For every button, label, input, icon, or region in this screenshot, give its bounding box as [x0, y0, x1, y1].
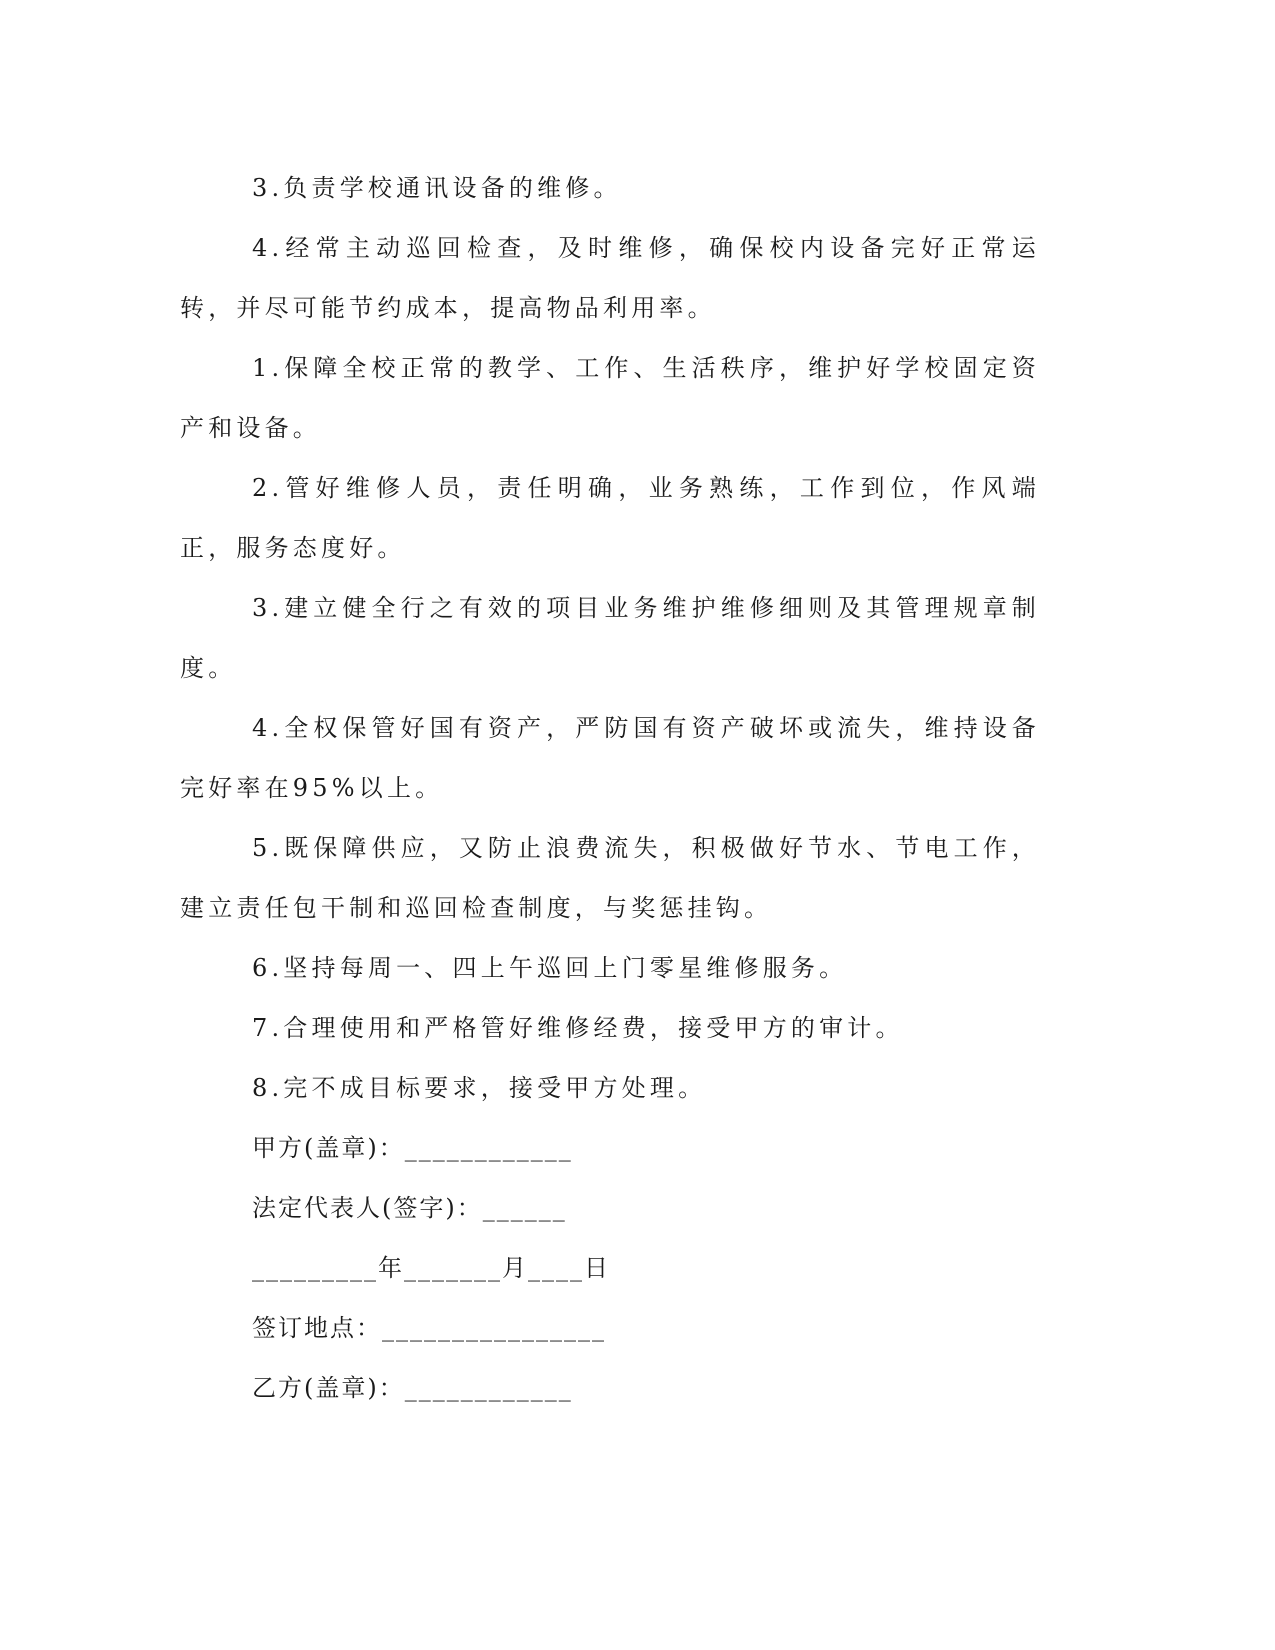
paragraph-item-1-order: 1.保障全校正常的教学、工作、生活秩序，维护好学校固定资产和设备。	[180, 354, 1040, 442]
date-line: _________年_______月____日	[252, 1254, 610, 1282]
paragraph-item-5-supply: 5.既保障供应，又防止浪费流失，积极做好节水、节电工作，建立责任包干制和巡回检查制度，与奖惩挂钩。	[180, 834, 1040, 922]
paragraph-item-6-service: 6.坚持每周一、四上午巡回上门零星维修服务。	[252, 954, 848, 982]
paragraph-item-4-assets: 4.全权保管好国有资产，严防国有资产破坏或流失，维持设备完好率在95%以上。	[180, 714, 1040, 802]
legal-representative-line: 法定代表人(签字)：______	[252, 1194, 567, 1222]
paragraph-item-8-penalty: 8.完不成目标要求，接受甲方处理。	[252, 1074, 707, 1102]
signature-block	[180, 1118, 1040, 1418]
paragraph-item-2-staff: 2.管好维修人员，责任明确，业务熟练，工作到位，作风端正，服务态度好。	[180, 474, 1040, 562]
party-a-seal-line: 甲方(盖章)：____________	[252, 1134, 573, 1162]
party-b-seal-line: 乙方(盖章)：____________	[252, 1374, 573, 1402]
document-body	[180, 158, 1040, 1418]
paragraph-item-3-rules: 3.建立健全行之有效的项目业务维护维修细则及其管理规章制度。	[180, 594, 1040, 682]
paragraph-item-7-funds: 7.合理使用和严格管好维修经费，接受甲方的审计。	[252, 1014, 904, 1042]
paragraph-item-4-inspection: 4.经常主动巡回检查，及时维修，确保校内设备完好正常运转，并尽可能节约成本，提高物品利用率。	[180, 234, 1040, 322]
paragraph-item-3-comm-repair: 3.负责学校通讯设备的维修。	[252, 174, 622, 202]
signing-place-line: 签订地点：________________	[252, 1314, 606, 1342]
